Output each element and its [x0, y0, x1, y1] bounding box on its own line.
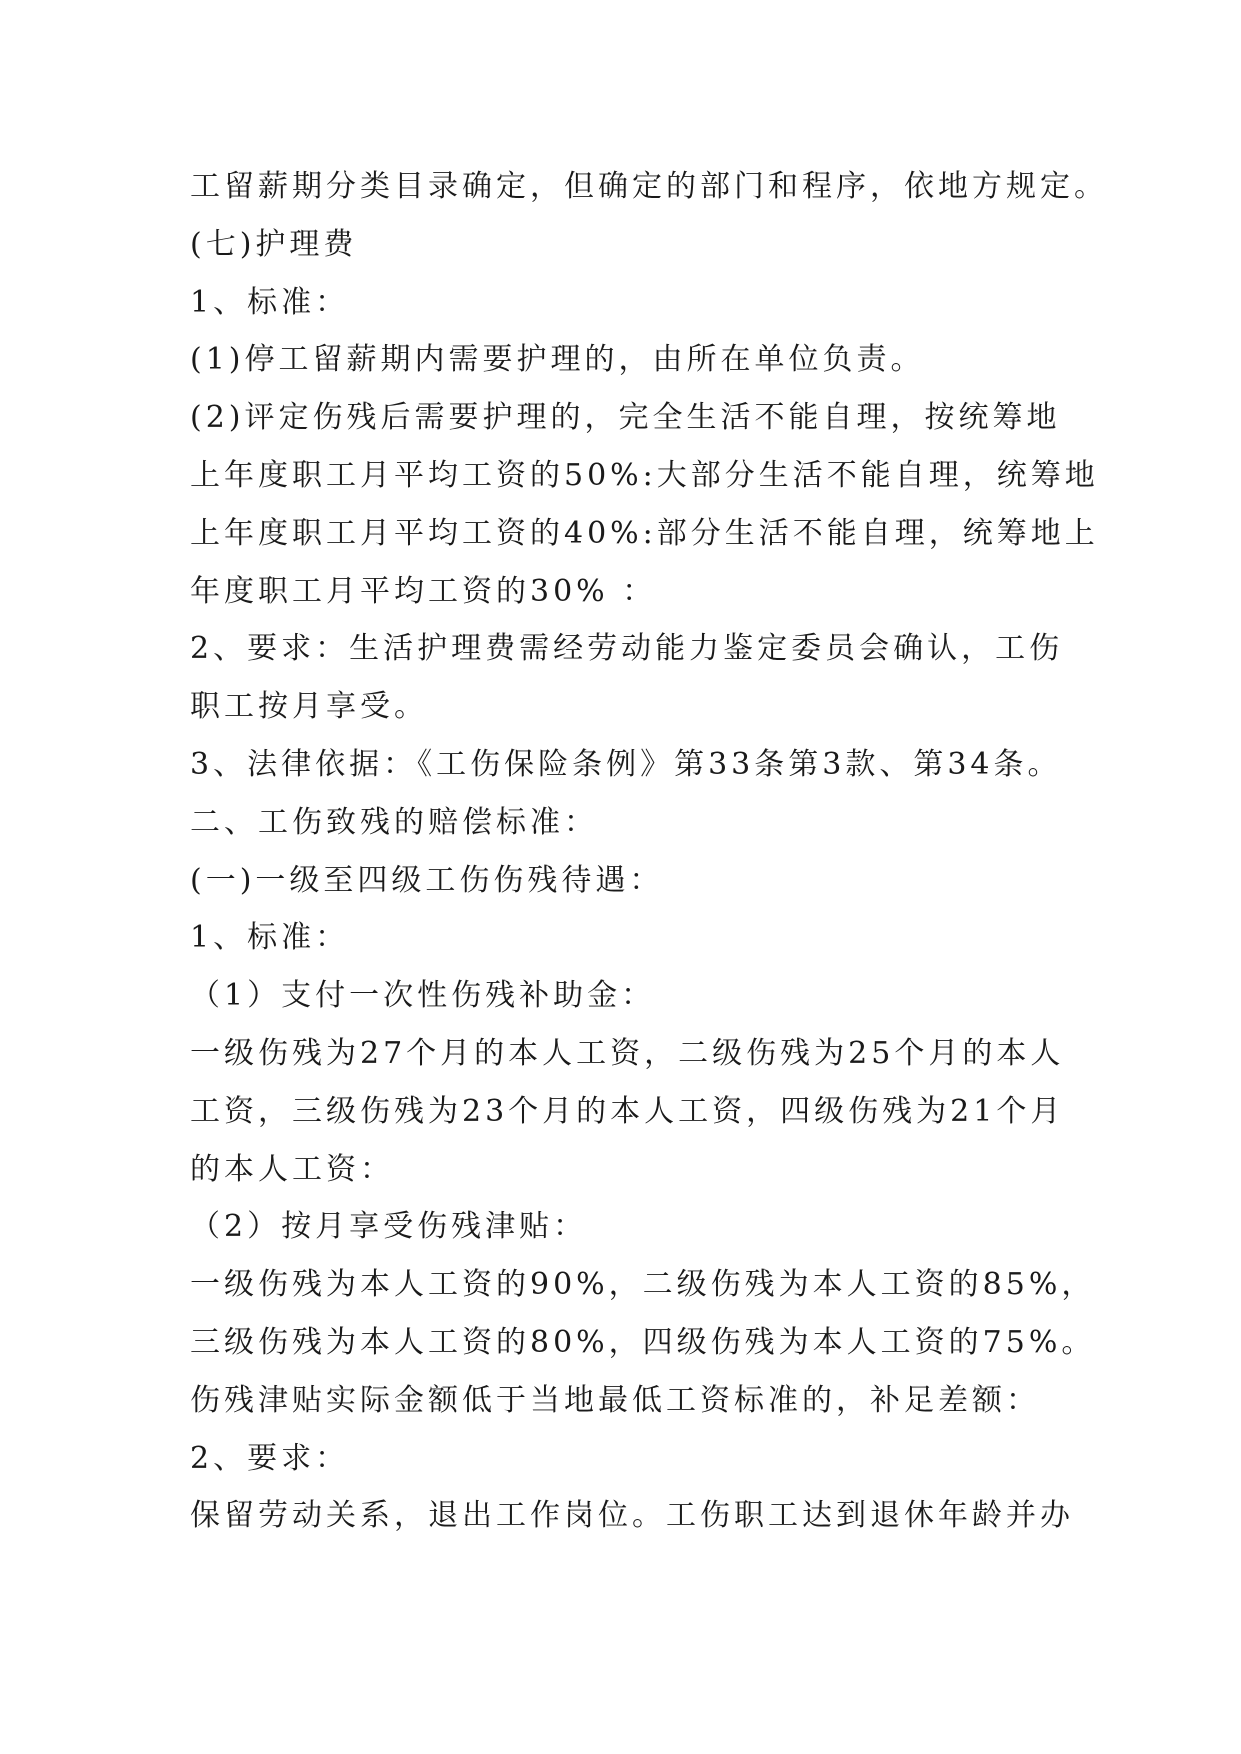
text-line: 一级伤残为27个月的本人工资，二级伤残为25个月的本人 — [190, 1035, 1065, 1071]
text-line: 3、法律依据：《工伤保险条例》第33条第3款、第34条。 — [190, 746, 1062, 782]
text-line: (2)评定伤残后需要护理的，完全生活不能自理，按统筹地 — [190, 400, 1061, 436]
text-line: （1）支付一次性伤残补助金： — [190, 978, 656, 1014]
text-line: (1)停工留薪期内需要护理的，由所在单位负责。 — [190, 342, 925, 378]
text-line: 三级伤残为本人工资的80%，四级伤残为本人工资的75%。 — [190, 1324, 1096, 1360]
text-line: 的本人工资： — [190, 1151, 394, 1187]
text-line: 职工按月享受。 — [190, 689, 428, 725]
text-line: 伤残津贴实际金额低于当地最低工资标准的，补足差额： — [190, 1382, 1040, 1418]
text-line: 工资，三级伤残为23个月的本人工资，四级伤残为21个月 — [190, 1093, 1065, 1129]
text-line: （2）按月享受伤残津贴： — [190, 1209, 588, 1245]
subheading: 1、标准： — [190, 920, 350, 956]
text-line: 一级伤残为本人工资的90%，二级伤残为本人工资的85%， — [190, 1267, 1096, 1303]
subheading: 2、要求： — [190, 1440, 350, 1476]
section-heading: 二、工伤致残的赔偿标准： — [190, 804, 598, 840]
section-heading: (七)护理费 — [190, 226, 358, 262]
subheading: 1、标准： — [190, 284, 350, 320]
text-line: 2、要求：生活护理费需经劳动能力鉴定委员会确认，工伤 — [190, 631, 1064, 667]
document-body — [190, 158, 1108, 1545]
text-line: 保留劳动关系，退出工作岗位。工伤职工达到退休年龄并办 — [190, 1498, 1074, 1534]
text-line: 年度职工月平均工资的30% ： — [190, 573, 657, 609]
text-line: 工留薪期分类目录确定，但确定的部门和程序，依地方规定。 — [190, 169, 1108, 204]
text-line: 上年度职工月平均工资的50%:大部分生活不能自理，统筹地 — [190, 457, 1099, 493]
subheading: (一)一级至四级工伤伤残待遇： — [190, 862, 664, 898]
text-line: 上年度职工月平均工资的40%:部分生活不能自理，统筹地上 — [190, 515, 1099, 551]
